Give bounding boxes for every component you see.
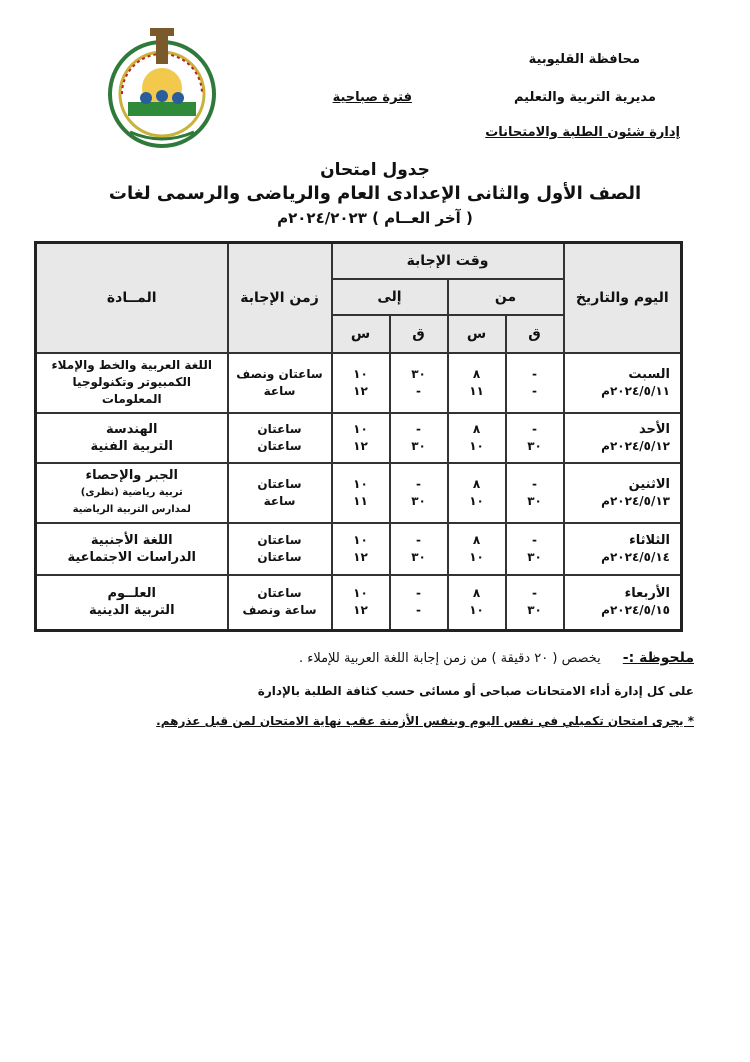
from-hour-value: ٨: [472, 586, 481, 601]
from-hour-value: ٨: [472, 421, 481, 436]
subject-name: الهندسة: [106, 421, 158, 437]
duration-cell: [228, 413, 332, 463]
day-cell: [564, 413, 682, 463]
duration-value: ساعة: [263, 383, 296, 398]
to-hour-cell: [332, 575, 390, 631]
to-min-value: ٣٠: [411, 366, 426, 381]
subject-cell: [36, 353, 228, 413]
from-hour-value: ١٠: [469, 438, 484, 453]
to-hour-cell: [332, 413, 390, 463]
to-min-value: ٣٠: [411, 438, 426, 453]
note-line1: [299, 650, 694, 666]
day-date: ٢٠٢٤/٥/١٢م: [601, 438, 671, 453]
to-min-value: -: [416, 532, 421, 547]
day-date: ٢٠٢٤/٥/١٣م: [601, 493, 671, 508]
to-min-value: -: [416, 476, 421, 491]
to-hour-value: ١٠: [353, 532, 368, 547]
from-min-value: -: [532, 366, 537, 381]
day-cell: [564, 575, 682, 631]
day-name: الثلاثاء: [629, 532, 671, 548]
subject-name: المعلومات: [101, 392, 162, 406]
subject-cell: [36, 523, 228, 575]
duration-value: ساعة: [263, 493, 296, 508]
to-hour-value: ١٠: [353, 421, 368, 436]
col-from-header: من: [448, 279, 564, 315]
from-min-value: ٣٠: [527, 438, 542, 453]
duration-cell: [228, 575, 332, 631]
from-hour-value: ١٠: [469, 549, 484, 564]
day-date: ٢٠٢٤/٥/١٤م: [601, 549, 671, 564]
subject-name: لمدارس التربية الرياضية: [72, 504, 191, 515]
day-cell: [564, 523, 682, 575]
to-min-value: -: [416, 586, 421, 601]
col-subject-header: المــادة: [36, 243, 228, 353]
subject-name: التربية الدينية: [88, 603, 175, 619]
to-hour-value: ١٠: [353, 586, 368, 601]
to-hour-value: ١٢: [353, 603, 368, 618]
subject-name: التربية الفنية: [90, 438, 174, 454]
exam-schedule-table: [34, 241, 683, 632]
to-hour-value: ١٠: [353, 476, 368, 491]
subject-name: الكمبيوتر وتكنولوجيا: [72, 375, 192, 389]
duration-value: ساعتان: [257, 532, 302, 547]
day-date: ٢٠٢٤/٥/١٥م: [601, 603, 671, 618]
governorate-label: محافظة القليوبية: [528, 52, 640, 67]
col-to-hours: س: [332, 315, 390, 353]
shift-label: فترة صباحية: [332, 90, 412, 105]
duration-cell: [228, 523, 332, 575]
day-date: ٢٠٢٤/٥/١١م: [601, 383, 671, 398]
day-name: الأحد: [639, 421, 671, 437]
note-line2: على كل إدارة أداء الامتحانات صباحى أو مسائى حسب كثافة الطلبة بالإدارة: [257, 684, 694, 698]
directorate-label: مديرية التربية والتعليم: [513, 90, 656, 105]
from-min-value: -: [532, 383, 537, 398]
to-hour-cell: [332, 523, 390, 575]
to-min-value: ٣٠: [411, 549, 426, 564]
department-label: إدارة شئون الطلبة والامتحانات: [485, 125, 680, 140]
to-min-value: -: [416, 603, 421, 618]
from-hour-cell: [448, 353, 506, 413]
table-row: [36, 463, 682, 523]
day-cell: [564, 353, 682, 413]
col-to-header: إلى: [332, 279, 448, 315]
subject-cell: [36, 463, 228, 523]
subject-name: اللغة العربية والخط والإملاء: [51, 358, 212, 372]
note-label: ملحوظة :-: [622, 650, 694, 666]
from-hour-cell: [448, 575, 506, 631]
table-row: [36, 353, 682, 413]
col-from-minutes: ق: [506, 315, 564, 353]
from-min-cell: [506, 575, 564, 631]
duration-value: ساعتان: [257, 421, 302, 436]
to-hour-value: ١٠: [353, 366, 368, 381]
to-min-value: -: [416, 383, 421, 398]
duration-value: ساعة ونصف: [242, 603, 317, 618]
table-row: [36, 575, 682, 631]
from-hour-value: ١١: [469, 383, 484, 398]
from-min-value: ٣٠: [527, 549, 542, 564]
col-duration-header: زمن الإجابة: [228, 243, 332, 353]
title-line3: ( آخر العــام ) ٢٠٢٤/٢٠٢٣م: [277, 209, 473, 227]
to-hour-value: ١٢: [353, 549, 368, 564]
subject-name: العلــوم: [107, 586, 157, 602]
title-line2: الصف الأول والثانى الإعدادى العام والرياضى والرسمى لغات: [108, 183, 642, 204]
to-min-cell: [390, 463, 448, 523]
col-from-hours: س: [448, 315, 506, 353]
duration-value: ساعتان: [257, 549, 302, 564]
day-name: الأربعاء: [624, 586, 671, 602]
duration-value: ساعتان: [257, 586, 302, 601]
to-min-cell: [390, 575, 448, 631]
col-day-header: اليوم والتاريخ: [564, 243, 682, 353]
from-hour-value: ١٠: [469, 493, 484, 508]
from-min-value: -: [532, 532, 537, 547]
subject-name: الدراسات الاجتماعية: [67, 549, 197, 565]
col-time-header: وقت الإجابة: [332, 243, 564, 279]
from-min-value: -: [532, 476, 537, 491]
from-min-value: -: [532, 586, 537, 601]
from-min-value: -: [532, 421, 537, 436]
subject-cell: [36, 575, 228, 631]
col-to-minutes: ق: [390, 315, 448, 353]
to-hour-value: ١٢: [353, 438, 368, 453]
duration-value: ساعتان: [257, 476, 302, 491]
to-min-cell: [390, 523, 448, 575]
duration-value: ساعتان: [257, 438, 302, 453]
table-row: [36, 523, 682, 575]
to-min-value: ٣٠: [411, 493, 426, 508]
from-min-cell: [506, 463, 564, 523]
to-hour-value: ١٢: [353, 383, 368, 398]
table-row: [36, 413, 682, 463]
from-hour-value: ٨: [472, 532, 481, 547]
to-hour-value: ١١: [353, 493, 368, 508]
from-hour-cell: [448, 463, 506, 523]
duration-cell: [228, 463, 332, 523]
from-hour-cell: [448, 413, 506, 463]
note-text: يخصص ( ٢٠ دقيقة ) من زمن إجابة اللغة العربية للإملاء .: [299, 651, 601, 666]
title-line1: جدول امتحان: [320, 160, 430, 180]
from-hour-value: ٨: [472, 476, 481, 491]
subject-cell: [36, 413, 228, 463]
to-hour-cell: [332, 353, 390, 413]
directorate-seal-icon: [100, 20, 224, 154]
day-cell: [564, 463, 682, 523]
from-min-value: ٣٠: [527, 603, 542, 618]
day-name: الاثنين: [628, 476, 671, 492]
duration-cell: [228, 353, 332, 413]
to-hour-cell: [332, 463, 390, 523]
subject-name: تربية رياضية (نظرى): [80, 487, 183, 498]
duration-value: ساعتان ونصف: [236, 366, 323, 381]
from-min-cell: [506, 353, 564, 413]
subject-name: الجبر والإحصاء: [85, 468, 179, 483]
from-min-cell: [506, 523, 564, 575]
from-hour-value: ٨: [472, 366, 481, 381]
to-min-cell: [390, 413, 448, 463]
title-block: [0, 158, 750, 230]
to-min-value: -: [416, 421, 421, 436]
note-line3: * يجرى امتحان تكميلي في نفس اليوم وبنفس الأزمنة عقب نهاية الامتحان لمن قبل عذرهم.: [156, 714, 694, 728]
from-min-value: ٣٠: [527, 493, 542, 508]
from-hour-value: ١٠: [469, 603, 484, 618]
to-min-cell: [390, 353, 448, 413]
from-min-cell: [506, 413, 564, 463]
from-hour-cell: [448, 523, 506, 575]
day-name: السبت: [628, 366, 671, 382]
subject-name: اللغة الأجنبية: [90, 532, 173, 548]
